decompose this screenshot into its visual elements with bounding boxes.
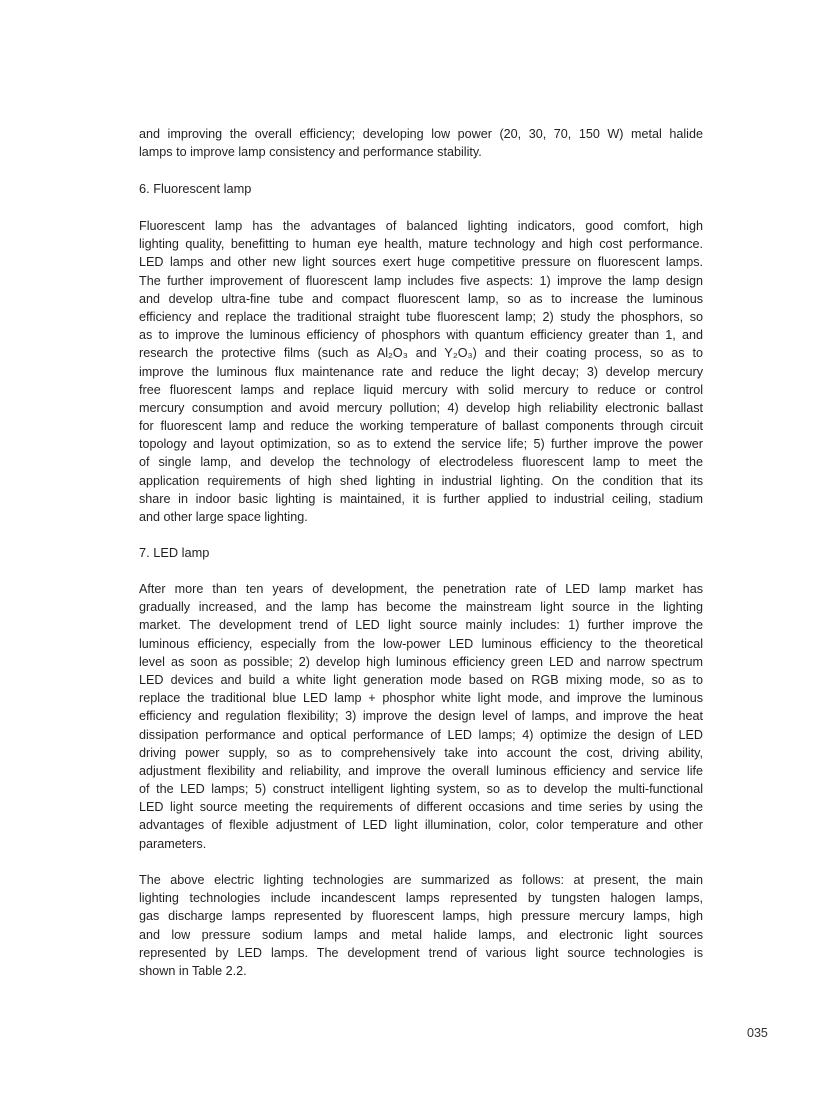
text-line: adjustment flexibility and reliability, and improve the overall luminous efficiency and service life	[139, 763, 703, 778]
text-line: driving power supply, so as to comprehensively take into account the cost, driving ability,	[139, 745, 703, 760]
text-line: and improving the overall efficiency; developing low power (20, 30, 70, 150 W) metal halide	[139, 127, 703, 141]
text-line: mercury consumption and avoid mercury pollution; 4) develop high reliability electronic ballast	[139, 400, 703, 415]
text-line: as to improve the luminous efficiency of phosphors with quantum efficiency greater than 1, and	[139, 328, 703, 343]
text-line: advantages of flexible adjustment of LED light illumination, color, color temperature and other	[139, 818, 703, 833]
text-line: luminous efficiency, especially from the low-power LED luminous efficiency to the theoretical	[139, 636, 703, 651]
section-heading-led-lamp: 7. LED lamp	[139, 545, 210, 560]
text-line: share in indoor basic lighting is maintained, it is further applied to industrial ceiling, stadium	[139, 491, 703, 506]
text-line: improve the luminous flux maintenance rate and reduce the light decay; 3) develop mercury	[139, 364, 703, 379]
text-line: research the protective films (such as Al₂O₃ and Y₂O₃) and their coating process, so as to	[139, 346, 703, 361]
text-line: The further improvement of fluorescent lamp includes five aspects: 1) improve the lamp design	[139, 273, 703, 288]
text-line: lighting quality, benefitting to human eye health, mature technology and high cost performance.	[139, 237, 703, 252]
text-line: market. The development trend of LED light source mainly includes: 1) further improve the	[139, 618, 703, 633]
text-line: for fluorescent lamp and reduce the working temperature of ballast components through circuit	[139, 419, 703, 434]
section-heading-fluorescent-lamp: 6. Fluorescent lamp	[139, 181, 252, 196]
text-line: and other large space lighting.	[139, 510, 308, 524]
text-line: level as soon as possible; 2) develop high luminous efficiency green LED and narrow spectrum	[139, 654, 703, 669]
text-line: LED devices and build a white light generation mode based on RGB mixing mode, so as to	[139, 672, 703, 687]
paragraph-metal-halide-end	[139, 125, 703, 161]
text-line: gradually increased, and the lamp has become the mainstream light source in the lighting	[139, 600, 703, 615]
text-line: and low pressure sodium lamps and metal halide lamps, and electronic light sources	[139, 927, 703, 942]
text-line: of the LED lamps; 5) construct intelligent lighting system, so as to develop the multi-functional	[139, 782, 703, 797]
text-line: LED light source meeting the requirements of different occasions and time series by using the	[139, 800, 703, 815]
text-line: Fluorescent lamp has the advantages of balanced lighting indicators, good comfort, high	[139, 219, 703, 233]
text-line: and develop ultra-fine tube and compact fluorescent lamp, so as to increase the luminous	[139, 291, 703, 306]
text-line: LED lamps and other new light sources exert huge competitive pressure on fluorescent lamps.	[139, 255, 703, 270]
text-line: lighting technologies include incandescent lamps represented by tungsten halogen lamps,	[139, 891, 703, 906]
text-line: After more than ten years of development, the penetration rate of LED lamp market has	[139, 582, 703, 596]
text-line: gas discharge lamps represented by fluorescent lamps, high pressure mercury lamps, high	[139, 909, 703, 924]
text-line: efficiency and replace the traditional straight tube fluorescent lamp; 2) study the phosphors, so	[139, 309, 703, 324]
paragraph-fluorescent-lamp	[139, 217, 703, 526]
text-line: free fluorescent lamps and replace liquid mercury with solid mercury to reduce or control	[139, 382, 703, 397]
text-line: topology and layout optimization, so as to extend the service life; 5) further improve the power	[139, 437, 703, 452]
text-line: of single lamp, and develop the technology of electrodeless fluorescent lamp to meet the	[139, 455, 703, 470]
text-line: The above electric lighting technologies are summarized as follows: at present, the main	[139, 873, 703, 887]
text-line: lamps to improve lamp consistency and performance stability.	[139, 145, 482, 160]
text-line: parameters.	[139, 836, 207, 851]
page-number: 035	[747, 1026, 768, 1040]
text-line: shown in Table 2.2.	[139, 963, 247, 978]
text-line: replace the traditional blue LED lamp + phosphor white light mode, and improve the luminous	[139, 691, 703, 706]
text-line: represented by LED lamps. The development trend of various light source technologies is	[139, 945, 703, 960]
text-line: application requirements of high shed lighting in industrial lighting. On the condition that its	[139, 473, 703, 488]
text-line: dissipation performance and optical performance of LED lamps; 4) optimize the design of LED	[139, 727, 703, 742]
paragraph-summary	[139, 871, 703, 980]
text-line: efficiency and regulation flexibility; 3) improve the design level of lamps, and improve the heat	[139, 709, 703, 724]
paragraph-led-lamp	[139, 580, 703, 853]
